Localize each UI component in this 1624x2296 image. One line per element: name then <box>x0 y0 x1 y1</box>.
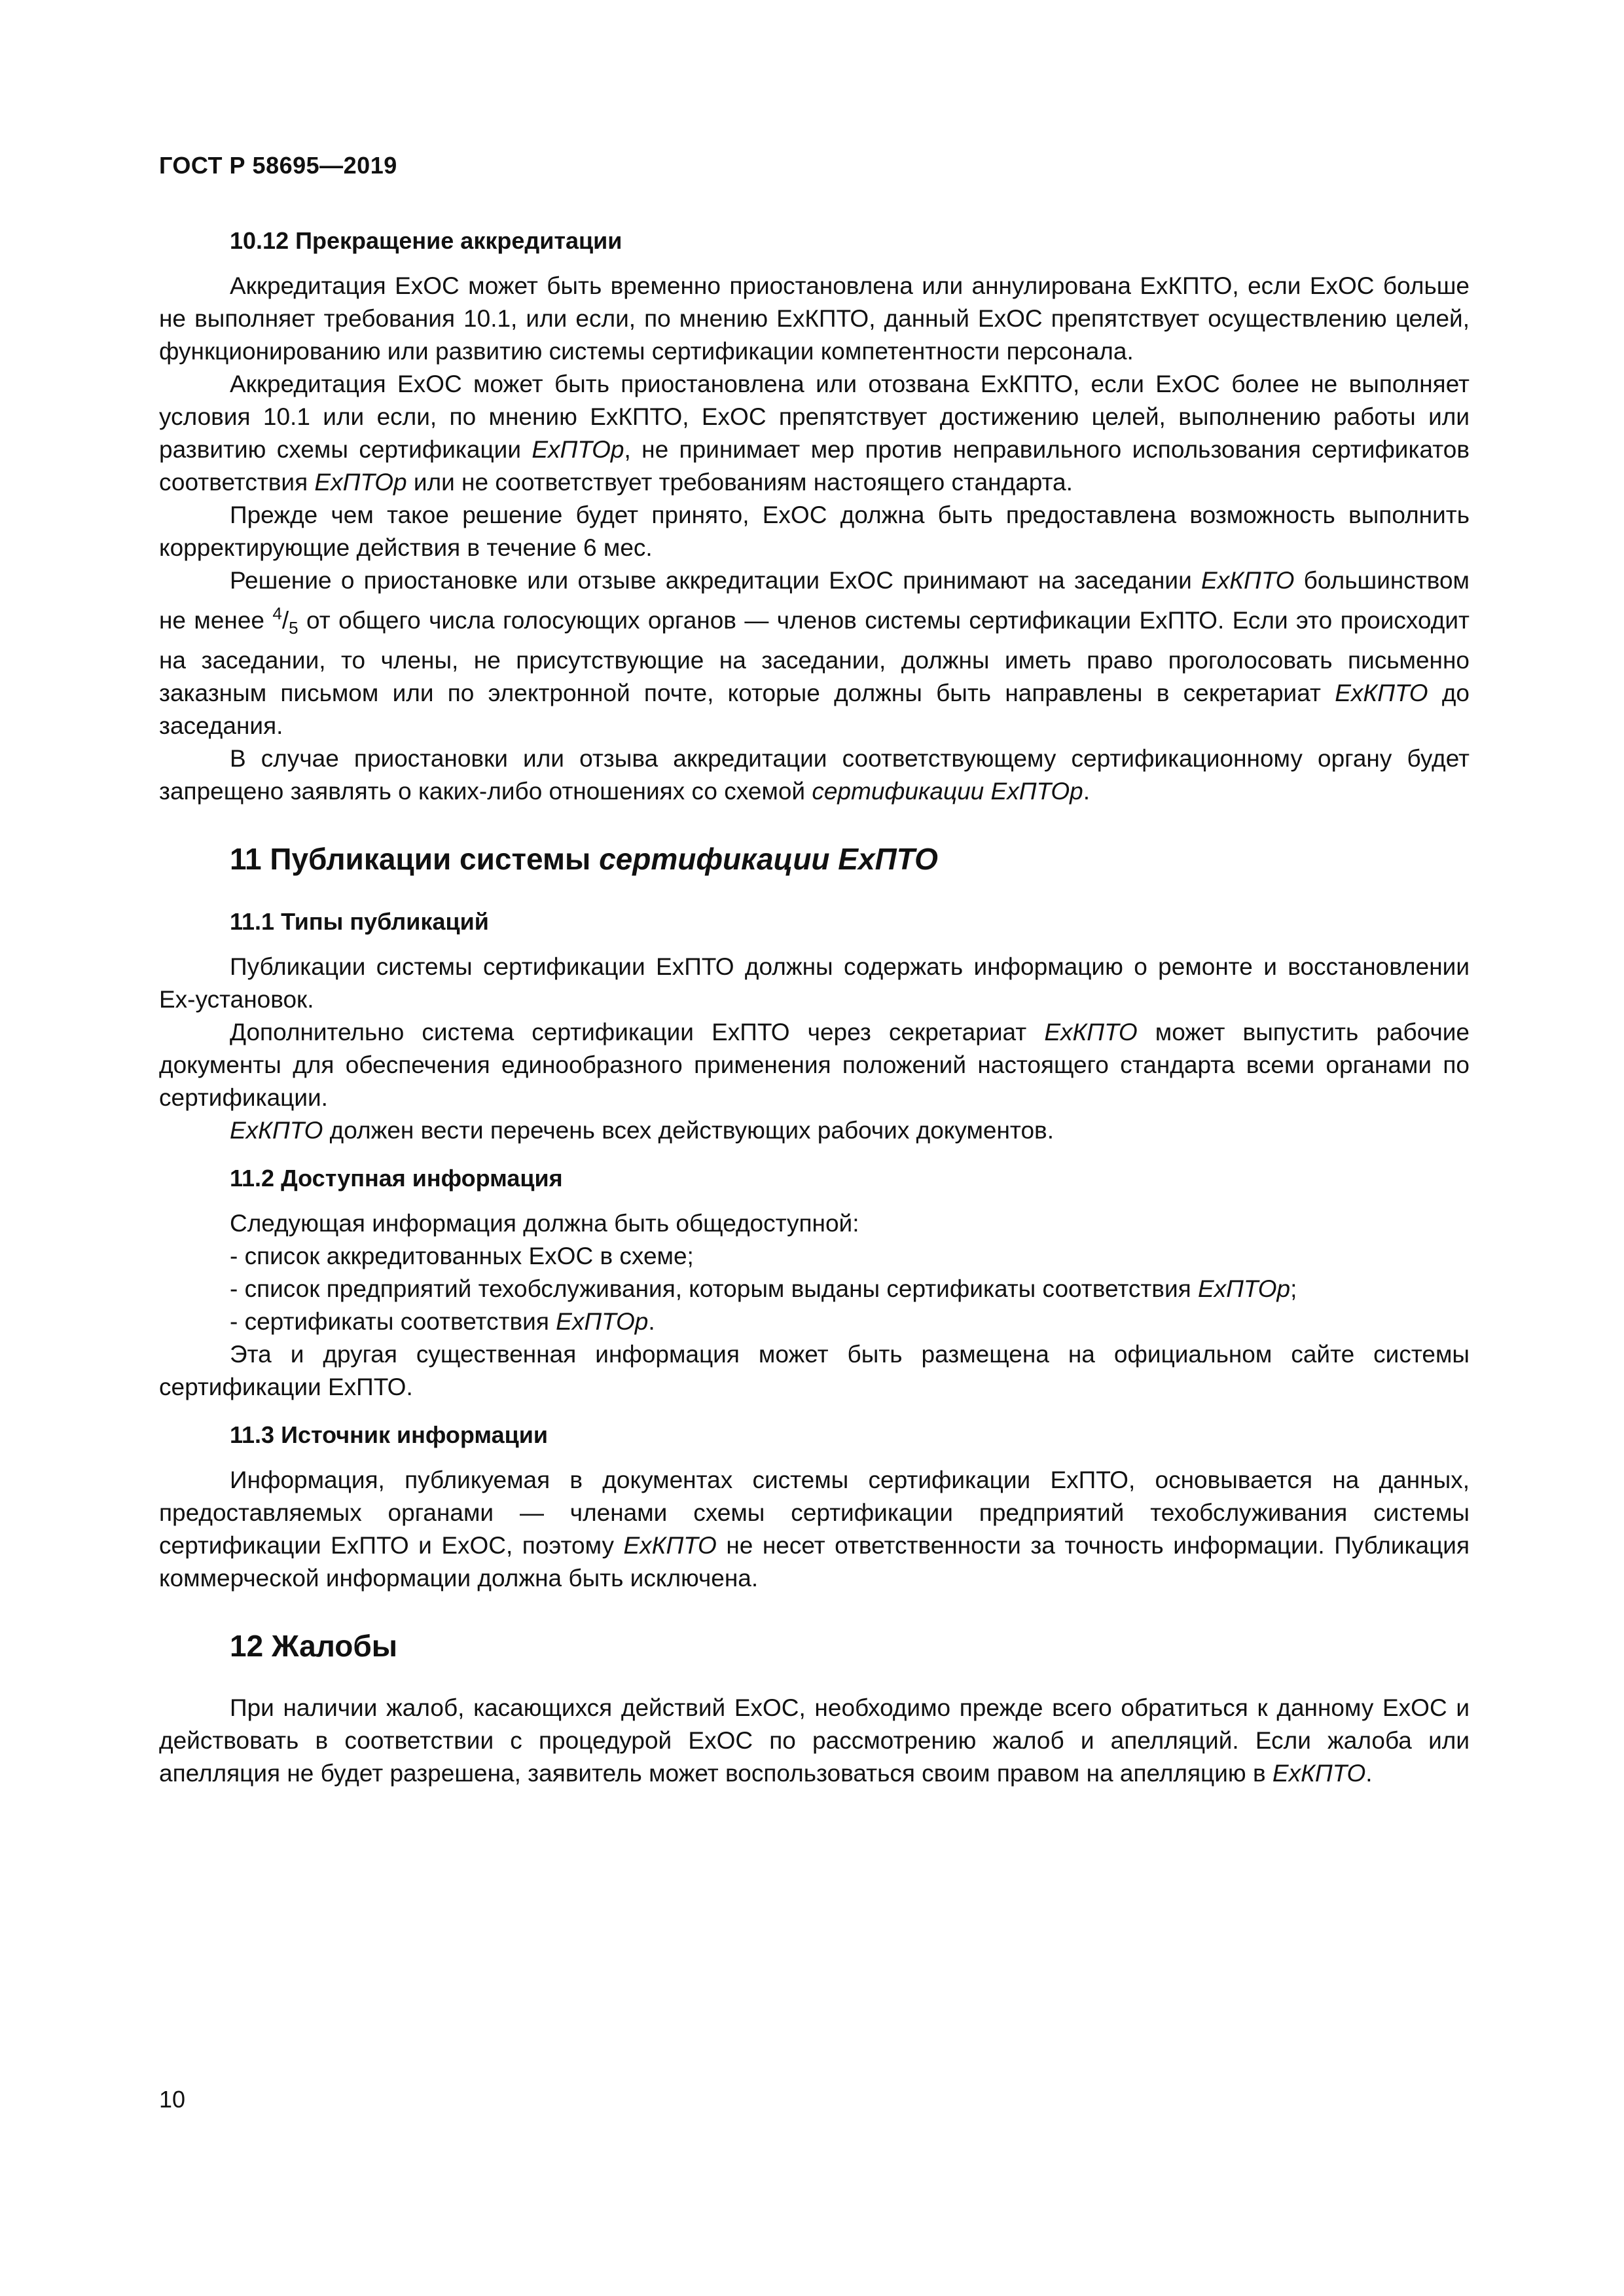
list-item: - список аккредитованных ExOC в схеме; <box>230 1243 694 1269</box>
list-item: - сертификаты соответствия ExПТОр. <box>230 1308 655 1335</box>
document-body <box>159 224 1470 1790</box>
section-12-paragraph-1: При наличии жалоб, касающихся действий ExOC, необходимо прежде всего обратиться к данному ExOC и действовать в соответствии с процедурой ExOC по рассмотрению жалоб и апелляций. Если жалоба или апелляция не будет разрешена, заявитель может воспользоваться своим правом на апелляцию в ExКПТО. <box>159 1694 1470 1787</box>
section-10-12-paragraph-2: Аккредитация ExOC может быть приостановлена или отозвана ExКПТО, если ExOC более не выполняет условия 10.1 или если, по мнению ExКПТО, ExOC препятствует достижению целей, выполнению работы или развитию схемы сертификации ExПТОр, не принимает мер против неправильного использования сертификатов соответствия ExПТОр или не соответствует требованиям настоящего стандарта. <box>159 371 1470 496</box>
section-11-title: 11 Публикации системы сертификации ExПТО <box>230 842 938 876</box>
section-10-12-title: 10.12 Прекращение аккредитации <box>230 227 623 254</box>
section-11-2-paragraph-1: Следующая информация должна быть общедоступной: <box>230 1210 859 1237</box>
section-10-12-paragraph-4: Решение о приостановке или отзыве аккредитации ExOC принимают на заседании ExКПТО большинством не менее $^4/_5$ от общего числа голосующих органов — членов системы сертификации ExПТО. Если это происходит на заседании, то члены, не присутствующие на заседании, должны иметь право проголосовать письменно заказным письмом или по электронной почте, которые должны быть направлены в секретариат ExКПТО до заседания. <box>159 567 1470 739</box>
document-page <box>159 0 1470 2296</box>
document-code-header: ГОСТ Р 58695—2019 <box>159 152 397 179</box>
section-11-1-paragraph-3: ExКПТО должен вести перечень всех действующих рабочих документов. <box>230 1117 1054 1144</box>
list-item: - список предприятий техобслуживания, которым выданы сертификаты соответствия ExПТОр; <box>230 1275 1297 1302</box>
section-11-1-title: 11.1 Типы публикаций <box>230 908 489 935</box>
section-11-3-title: 11.3 Источник информации <box>230 1421 548 1448</box>
fraction-denominator: 5 <box>289 618 298 638</box>
section-10-12-paragraph-5: В случае приостановки или отзыва аккредитации соответствующему сертификационному органу будет запрещено заявлять о каких-либо отношениях со схемой сертификации ExПТОр. <box>159 745 1470 805</box>
section-10-12-paragraph-1: Аккредитация ExOC может быть временно приостановлена или аннулирована ExКПТО, если ExOC больше не выполняет требования 10.1, или если, по мнению ExКПТО, данный ExOC препятствует осуществлению целей, функционированию или развитию системы сертификации компетентности персонала. <box>159 272 1470 365</box>
section-11-1-paragraph-2: Дополнительно система сертификации ExПТО через секретариат ExКПТО может выпустить рабочие документы для обеспечения единообразного применения положений настоящего стандарта всеми органами по сертификации. <box>159 1019 1470 1111</box>
section-11-2-paragraph-2: Эта и другая существенная информация может быть размещена на официальном сайте системы сертификации ExПТО. <box>159 1341 1470 1400</box>
section-11-3-paragraph-1: Информация, публикуемая в документах системы сертификации ExПТО, основывается на данных, предоставляемых органами — членами схемы сертификации предприятий техобслуживания системы сертификации ExПТО и ExOC, поэтому ExКПТО не несет ответственности за точность информации. Публикация коммерческой информации должна быть исключена. <box>159 1467 1470 1592</box>
section-11-2-title: 11.2 Доступная информация <box>230 1165 563 1192</box>
section-10-12-paragraph-3: Прежде чем такое решение будет принято, ExOC должна быть предоставлена возможность выполнить корректирующие действия в течение 6 мес. <box>159 501 1470 561</box>
section-11-1-paragraph-1: Публикации системы сертификации ExПТО должны содержать информацию о ремонте и восстановлении Ex-установок. <box>159 953 1470 1013</box>
page-number: 10 <box>159 2086 186 2113</box>
section-12-title: 12 Жалобы <box>230 1629 398 1663</box>
fraction-numerator: 4 <box>272 604 282 623</box>
